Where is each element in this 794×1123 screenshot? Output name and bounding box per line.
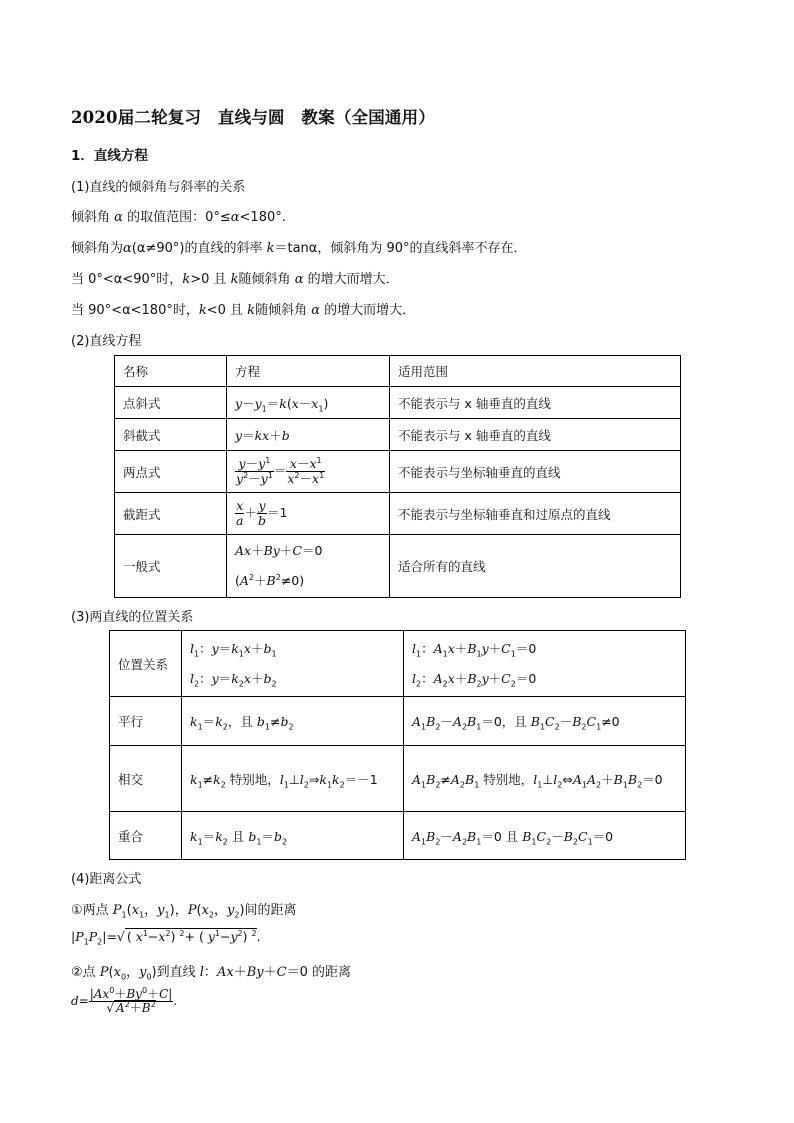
form-name-cell: 截距式 [115, 493, 227, 535]
table-header-cell: 方程 [227, 356, 390, 387]
scope-cell: 不能表示与 x 轴垂直的直线 [390, 419, 681, 451]
table-row [115, 535, 681, 598]
form-name-cell: 点斜式 [115, 387, 227, 419]
table-row [110, 812, 686, 860]
equation-cell: $\frac{x}{a}$ ＋ $\frac{y}{b}$ ＝1 [227, 493, 390, 535]
fraction: $\frac{y}{b}$ [257, 498, 266, 528]
equation-cell: $y-y_1=k(x-x_1)$ [227, 387, 390, 419]
paragraph-angle-range: 倾斜角 α 的取值范围：0°≤α<180°. [71, 210, 286, 225]
table-row [110, 746, 686, 812]
scope-cell: 不能表示与坐标轴垂直的直线 [390, 451, 681, 493]
slope-form-cell: $k_1=k_2$，且 $b_1\ne b_2$ [182, 697, 404, 746]
table-row [115, 419, 681, 451]
table-row [110, 697, 686, 746]
relation-label-cell: 位置关系 [110, 631, 182, 697]
subheading-positional-relations: (3)两直线的位置关系 [71, 610, 194, 625]
scope-cell: 不能表示与坐标轴垂直和过原点的直线 [390, 493, 681, 535]
fraction: $\frac{y-y^1}{y^2-y^1}$ [236, 456, 273, 486]
two-point-distance-formula: $|P_1P_2|=√$ ( $x^1-x^2$) $^2$+ ( $y^1-y^2$) $^2$. [71, 928, 261, 947]
point-line-distance-label: ②点 $P(x_0$，$y_0$)到直线 l：Ax＋By＋C＝0 的距离 [71, 965, 351, 982]
fraction: $\frac{x-x^1}{x^2-x^1}$ [287, 456, 325, 486]
table-row [115, 451, 681, 493]
subheading-line-equations: (2)直线方程 [71, 334, 142, 349]
table-header-cell: 名称 [115, 356, 227, 387]
line-relation-table [109, 630, 686, 860]
line-equation-table [114, 355, 681, 598]
subheading-angle-slope: (1)直线的倾斜角与斜率的关系 [71, 180, 246, 195]
scope-cell: 适合所有的直线 [390, 535, 681, 598]
table-header-row [115, 356, 681, 387]
equation-cell: y＝kx＋b [227, 419, 390, 451]
general-form-cell: $A_1B_2\ne A_2B_1$ 特别地，$l_1\perp l_2\Leftrightarrow A_1A_2+B_1B_2=0$ [404, 746, 686, 812]
slope-form-cell: $k_1=k_2$ 且 $b_1=b_2$ [182, 812, 404, 860]
fraction: $\frac{|Ax^0+By^0+C|}{√ A^2+B^2}$ [89, 986, 173, 1016]
relation-label-cell: 重合 [110, 812, 182, 860]
general-form-cell: $A_1B_2-A_2B_1=0$ 且 $B_1C_2-B_2C_1=0$ [404, 812, 686, 860]
table-row [110, 631, 686, 697]
subheading-distance-formula: (4)距离公式 [71, 872, 142, 887]
form-name-cell: 一般式 [115, 535, 227, 598]
general-form-cell: $A_1B_2-A_2B_1=0$，且 $B_1C_2-B_2C_1\ne 0$ [404, 697, 686, 746]
equation-cell: $\frac{y-y^1}{y^2-y^1}$ ＝ $\frac{x-x^1}{x^2-x^1}$ [227, 451, 390, 493]
relation-label-cell: 相交 [110, 746, 182, 812]
equation-cell: Ax＋By＋C＝0 $(A^2+B^2\ne 0)$ [227, 535, 390, 598]
slope-form-cell: $k_1\ne k_2$ 特别地，$l_1\perp l_2\Rightarrow k_1k_2=-1$ [182, 746, 404, 812]
paragraph-obtuse-angle: 当 90°<α<180°时，k<0 且 k随倾斜角 α 的增大而增大． [71, 303, 416, 318]
document-title: 2020届二轮复习 直线与圆 教案（全国通用） [71, 108, 436, 127]
table-row [115, 387, 681, 419]
table-row [115, 493, 681, 535]
section-heading-line-equation: 1．直线方程 [71, 148, 148, 164]
fraction: $\frac{x}{a}$ [236, 498, 244, 528]
form-name-cell: 两点式 [115, 451, 227, 493]
paragraph-acute-angle: 当 0°<α<90°时，k>0 且 k随倾斜角 α 的增大而增大． [71, 272, 399, 287]
paragraph-slope-definition: 倾斜角为α(α≠90°)的直线的斜率 k＝tanα，倾斜角为 90°的直线斜率不存在． [71, 241, 527, 256]
form-name-cell: 斜截式 [115, 419, 227, 451]
two-point-distance-label: ①两点 $P_1(x_1$，$y_1$)，$P(x_2$，$y_2$)间的距离 [71, 903, 297, 920]
table-header-cell: 适用范围 [390, 356, 681, 387]
slope-form-cell: $l_1$：$y=k_1x+b_1$ $l_2$：$y=k_2x+b_2$ [182, 631, 404, 697]
general-form-cell: $l_1$：$A_1x+B_1y+C_1=0$ $l_2$：$A_2x+B_2y+C_2=0$ [404, 631, 686, 697]
point-line-distance-formula: d= $\frac{|Ax^0+By^0+C|}{√ A^2+B^2}$ . [71, 986, 178, 1016]
relation-label-cell: 平行 [110, 697, 182, 746]
scope-cell: 不能表示与 x 轴垂直的直线 [390, 387, 681, 419]
